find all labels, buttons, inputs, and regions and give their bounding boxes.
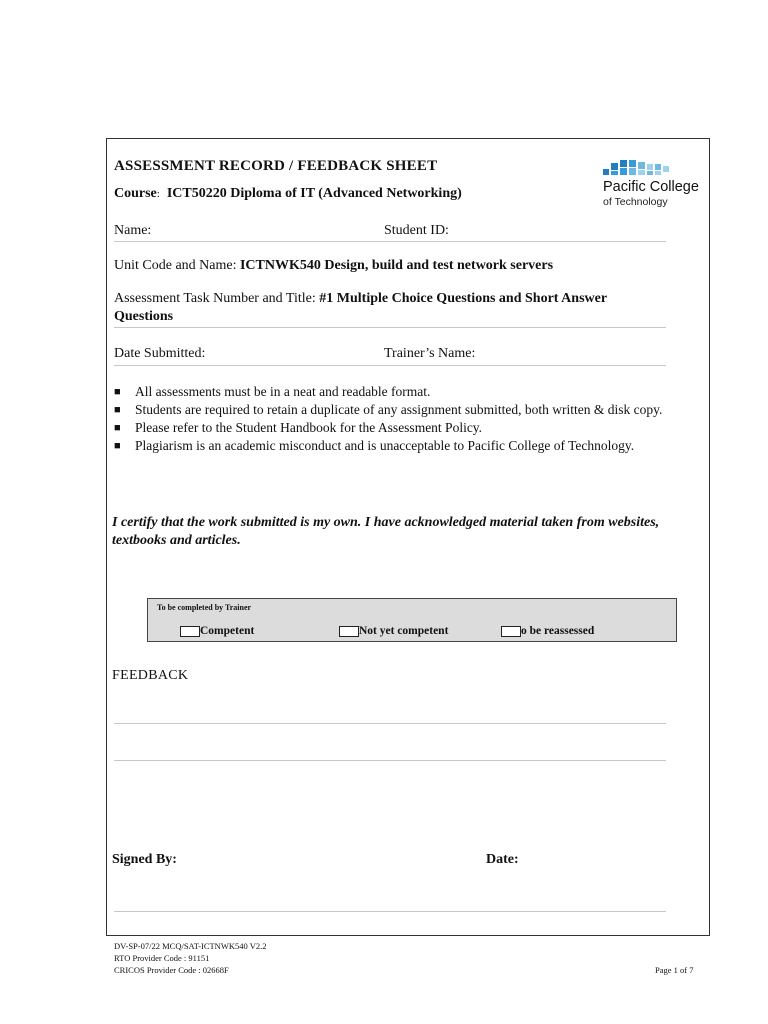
logo-squares-icon xyxy=(598,156,708,180)
competent-checkbox[interactable] xyxy=(180,626,200,637)
option-reassess xyxy=(501,625,594,637)
signature-rule xyxy=(114,911,666,912)
footer-cricos-code: CRICOS Provider Code : 02668F xyxy=(114,965,229,975)
option-not-yet-competent xyxy=(339,625,448,637)
competent-label: Competent xyxy=(200,625,255,637)
task-value-line2: Questions xyxy=(114,309,174,324)
bullet-icon: ■ xyxy=(114,386,121,398)
student-id-label: Student ID: xyxy=(384,223,449,238)
unit-label: Unit Code and Name: xyxy=(114,258,240,273)
reassess-checkbox[interactable] xyxy=(501,626,521,637)
trainer-box-heading: To be completed by Trainer xyxy=(157,603,252,612)
certification-statement: I certify that the work submitted is my own. I have acknowledged material taken from websites, textbooks and articles. xyxy=(112,515,660,548)
not-yet-competent-checkbox[interactable] xyxy=(339,626,359,637)
feedback-line-2[interactable] xyxy=(114,760,666,761)
course-label: Course xyxy=(114,186,157,201)
trainer-completion-box xyxy=(147,598,677,642)
date-row-rule xyxy=(114,365,666,366)
course-colon: : xyxy=(156,188,160,200)
bullet-icon: ■ xyxy=(114,440,121,452)
bullet-icon: ■ xyxy=(114,404,121,416)
signed-by-label: Signed By: xyxy=(112,852,177,867)
option-competent xyxy=(180,625,254,637)
feedback-line-1[interactable] xyxy=(114,723,666,724)
course-line xyxy=(114,186,462,202)
name-row-rule xyxy=(114,241,666,242)
note-item: ■ Plagiarism is an academic misconduct and is unacceptable to Pacific College of Technology. xyxy=(114,438,635,453)
date-submitted-label: Date Submitted: xyxy=(114,346,206,361)
task-line xyxy=(114,291,607,307)
course-value: ICT50220 Diploma of IT (Advanced Networking) xyxy=(166,186,462,201)
page-number: Page 1 of 7 xyxy=(655,965,694,975)
note-item: ■ Students are required to retain a duplicate of any assignment submitted, both written & disk copy. xyxy=(114,402,663,417)
unit-value: ICTNWK540 Design, build and test network servers xyxy=(239,258,554,273)
assessment-notes xyxy=(114,383,674,455)
feedback-heading: FEEDBACK xyxy=(112,668,189,683)
footer-doc-code: DV-SP-07/22 MCQ/SAT-ICTNWK540 V2.2 xyxy=(114,941,267,951)
sheet-title: ASSESSMENT RECORD / FEEDBACK SHEET xyxy=(114,158,438,174)
trainer-name-label: Trainer’s Name: xyxy=(384,346,476,361)
note-item: ■ All assessments must be in a neat and readable format. xyxy=(114,384,431,399)
task-rule xyxy=(114,327,666,328)
task-label: Assessment Task Number and Title: xyxy=(114,291,320,306)
bullet-icon: ■ xyxy=(114,422,121,434)
unit-line xyxy=(114,258,553,274)
reassess-label: o be reassessed xyxy=(521,625,595,637)
not-yet-competent-label: Not yet competent xyxy=(359,625,449,637)
note-item: ■ Please refer to the Student Handbook for the Assessment Policy. xyxy=(114,420,483,435)
task-value-line1: #1 Multiple Choice Questions and Short Answer xyxy=(319,291,608,306)
logo-name-line2: of Technology xyxy=(603,196,668,208)
logo-name-line1: Pacific College xyxy=(603,179,699,195)
footer-rto-code: RTO Provider Code : 91151 xyxy=(114,953,210,963)
name-label: Name: xyxy=(114,223,152,238)
signoff-date-label: Date: xyxy=(486,852,519,867)
